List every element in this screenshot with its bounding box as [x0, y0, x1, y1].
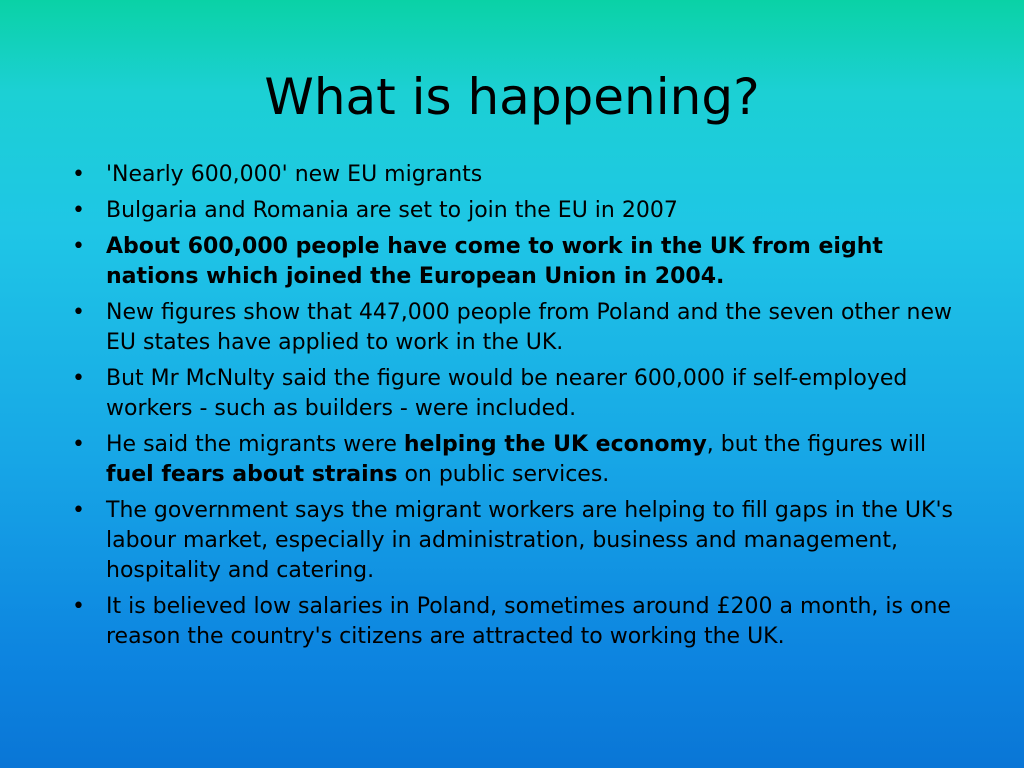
bullet-item [72, 592, 972, 652]
bullet-item [72, 232, 972, 292]
bullet-item [72, 364, 972, 424]
bullet-icon: • [72, 498, 85, 523]
bullet-icon: • [72, 300, 85, 325]
bullet-text: It is believed low salaries in Poland, sometimes around £200 a month, is one reason the country's citizens are attracted to working the UK. [106, 594, 951, 649]
bullet-item [72, 298, 972, 358]
slide-title: What is happening? [264, 68, 760, 126]
bullet-list [72, 160, 972, 658]
bullet-icon: • [72, 234, 85, 259]
bullet-icon: • [72, 366, 85, 391]
bullet-text-emphasis: helping the UK economy [403, 432, 707, 457]
bullet-text-segment: on public services. [397, 462, 610, 487]
bullet-text-segment: He said the migrants were [106, 432, 404, 457]
bullet-text: The government says the migrant workers are helping to fill gaps in the UK's labour market, especially in administration, business and management, hospitality and catering. [106, 498, 953, 583]
bullet-text: About 600,000 people have come to work in the UK from eight nations which joined the European Union in 2004. [106, 234, 883, 289]
bullet-icon: • [72, 162, 85, 187]
bullet-text: New figures show that 447,000 people from Poland and the seven other new EU states have applied to work in the UK. [106, 300, 953, 355]
bullet-item [72, 496, 972, 586]
bullet-icon: • [72, 432, 85, 457]
bullet-icon: • [72, 198, 85, 223]
bullet-text: But Mr McNulty said the figure would be nearer 600,000 if self-employed workers - such as builders - were included. [106, 366, 908, 421]
bullet-item [72, 196, 972, 226]
bullet-text-emphasis: fuel fears about strains [106, 462, 398, 487]
bullet-text: 'Nearly 600,000' new EU migrants [106, 162, 483, 187]
bullet-item [72, 430, 972, 490]
bullet-item [72, 160, 972, 190]
bullet-text-segment: , but the figures will [706, 432, 927, 457]
bullet-text: Bulgaria and Romania are set to join the EU in 2007 [106, 198, 678, 223]
bullet-icon: • [72, 594, 85, 619]
